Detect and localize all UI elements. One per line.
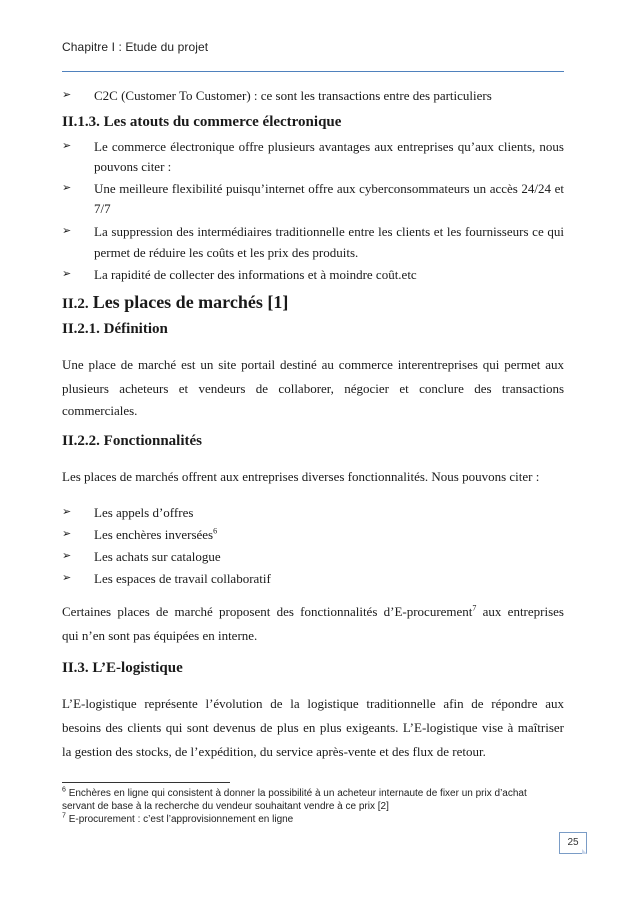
- bullet-arrow-icon: ➢: [62, 89, 72, 101]
- bullet-arrow-icon: ➢: [62, 550, 72, 562]
- section-title: Les places de marchés [1]: [92, 292, 289, 312]
- c2c-bullet-text: C2C (Customer To Customer) : ce sont les transactions entre des particuliers: [94, 88, 492, 103]
- atouts-bullet-3-line1: La suppression des intermédiaires traditionnelle entre les clients et les fournisseurs ce qui: [94, 224, 564, 239]
- definition-line-3: commerciales.: [62, 403, 138, 418]
- elogistique-line-3: la gestion des stocks, de l’expédition, du service après-vente et des flux de retour.: [62, 744, 486, 759]
- footnote-7: [62, 814, 564, 826]
- footnote-6-line2: servant de base à la recherche du vendeur souhaitant vendre à ce prix [2]: [62, 801, 389, 812]
- atouts-bullet-1-line1: Le commerce électronique offre plusieurs avantages aux entreprises qu’aux clients, nous: [94, 139, 564, 154]
- eprocurement-text-a: Certaines places de marché proposent des fonctionnalités d’E-procurement: [62, 604, 473, 619]
- bullet-arrow-icon: ➢: [62, 225, 72, 237]
- header-divider: [62, 71, 564, 72]
- atouts-bullet-3-line2: permet de réduire les coûts et les prix des produits.: [94, 245, 359, 260]
- eprocurement-text-b: aux entreprises: [476, 604, 564, 619]
- elogistique-line-2: besoins des clients qui sont devenus de plus en plus exigeants. L’E-logistique vise à maîtriser: [62, 720, 564, 735]
- atouts-bullet-4: La rapidité de collecter des informations et à moindre coût.etc: [94, 267, 417, 282]
- section-number: II.2.: [62, 296, 89, 312]
- page-header-title: Chapitre I : Etude du projet: [62, 40, 209, 54]
- footnote-ref: 6: [213, 526, 218, 536]
- fonctionnalite-item: Les appels d’offres: [94, 505, 194, 520]
- bullet-arrow-icon: ➢: [62, 182, 72, 194]
- item-text: Les enchères inversées: [94, 527, 214, 542]
- atouts-bullet-2-line2: 7/7: [94, 201, 111, 216]
- section-heading-places-de-marches: [62, 291, 288, 315]
- subsection-heading-fonctionnalites: II.2.2. Fonctionnalités: [62, 433, 203, 449]
- bullet-arrow-icon: ➢: [62, 268, 72, 280]
- definition-line-1: Une place de marché est un site portail destiné au commerce interentreprises qui permet aux: [62, 357, 564, 372]
- eprocurement-line-2: qui n’en sont pas équipées en interne.: [62, 628, 258, 643]
- eprocurement-line-1: [62, 604, 564, 619]
- bullet-arrow-icon: ➢: [62, 140, 72, 152]
- footnote-text: E-procurement : c’est l’approvisionnement en ligne: [68, 814, 294, 825]
- footnote-text: Enchères en ligne qui consistent à donner la possibilité à un acheteur internaute de fixer un prix d’achat: [68, 788, 527, 799]
- footnote-number: 7: [62, 812, 66, 820]
- fonctionnalite-item: Les espaces de travail collaboratif: [94, 571, 271, 586]
- definition-line-2: plusieurs acheteurs et vendeurs de collaborer, négocier et conclure des transactions: [62, 381, 564, 396]
- fonctionnalites-intro: Les places de marchés offrent aux entreprises diverses fonctionnalités. Nous pouvons citer :: [62, 469, 540, 484]
- page-corner-fold: [582, 849, 587, 854]
- elogistique-line-1: L’E-logistique représente l’évolution de la logistique traditionnelle afin de répondre aux: [62, 696, 564, 711]
- fonctionnalite-item: [94, 527, 217, 542]
- fonctionnalite-item: Les achats sur catalogue: [94, 549, 221, 564]
- bullet-arrow-icon: ➢: [62, 528, 72, 540]
- footnote-ref: 7: [472, 603, 477, 613]
- page-number: 25: [559, 832, 587, 854]
- footnote-number: 6: [62, 786, 66, 794]
- section-heading-elogistique: II.3. L’E-logistique: [62, 660, 183, 676]
- bullet-arrow-icon: ➢: [62, 506, 72, 518]
- atouts-bullet-2-line1: Une meilleure flexibilité puisqu’internet offre aux cyberconsommateurs un accès 24/24 et: [94, 181, 564, 196]
- bullet-arrow-icon: ➢: [62, 572, 72, 584]
- atouts-bullet-1-line2: pouvons citer :: [94, 159, 172, 174]
- subsection-heading-definition: II.2.1. Définition: [62, 321, 168, 337]
- footnote-separator: [62, 782, 230, 783]
- section-heading-atouts: II.1.3. Les atouts du commerce électronique: [62, 114, 342, 130]
- footnote-6-line1: [62, 788, 564, 800]
